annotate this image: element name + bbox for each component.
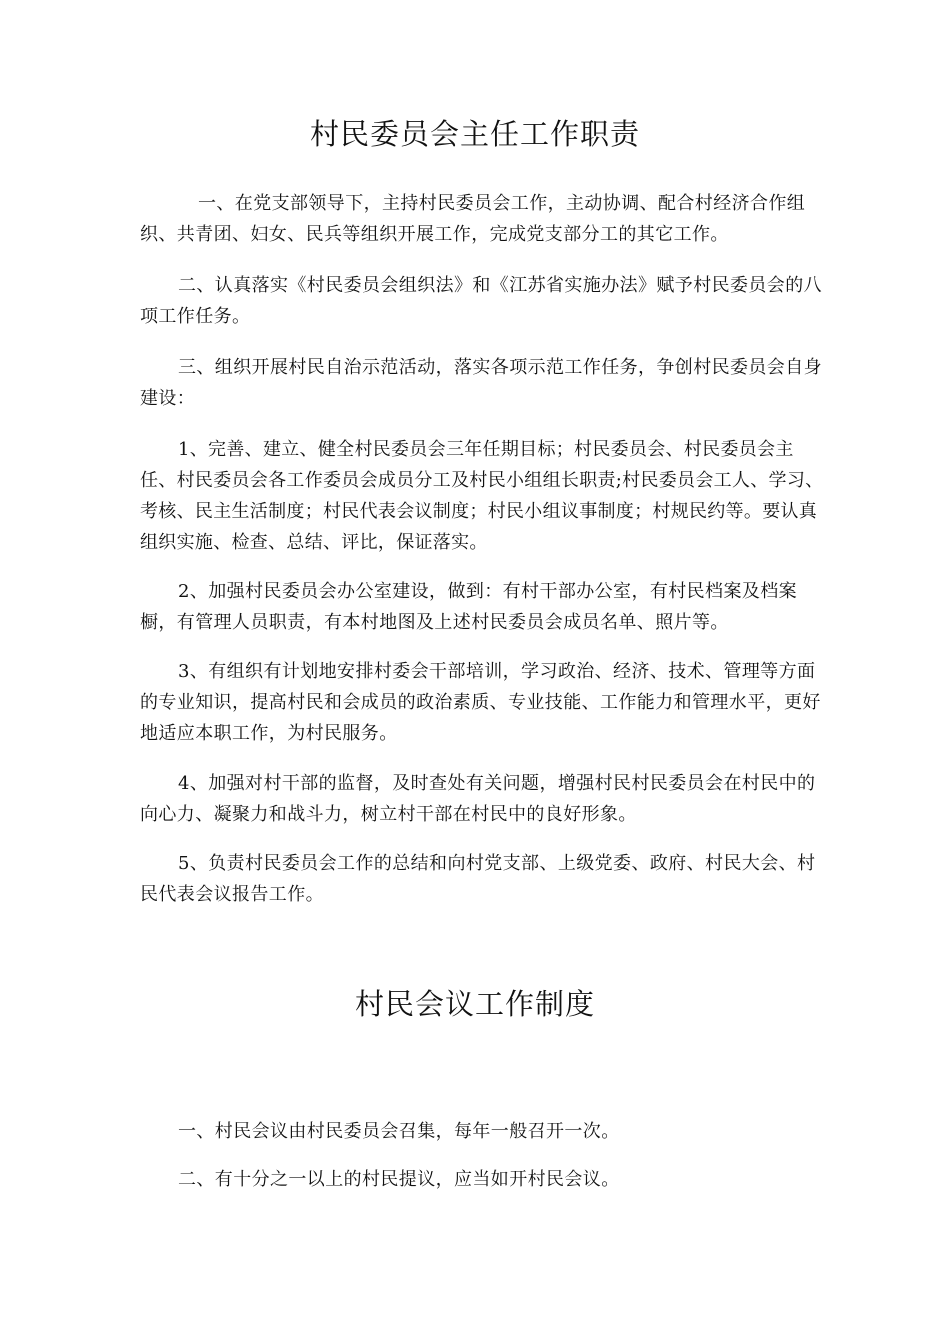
- section1-paragraph-5: 2、加强村民委员会办公室建设，做到：有村干部办公室，有村民档案及档案橱，有管理人员职责，有本村地图及上述村民委员会成员名单、照片等。: [140, 581, 798, 633]
- section1-paragraph-6: 3、有组织有计划地安排村委会干部培训，学习政治、经济、技术、管理等方面的专业知识，提高村民和会成员的政治素质、专业技能、工作能力和管理水平，更好地适应本职工作，为村民服务。: [140, 661, 821, 744]
- section1-paragraph-7: 4、加强对村干部的监督，及时查处有关问题，增强村民村民委员会在村民中的向心力、凝聚力和战斗力，树立村干部在村民中的良好形象。: [140, 773, 816, 825]
- section1-paragraph-1: 一、在党支部领导下，主持村民委员会工作，主动协调、配合村经济合作组织、共青团、妇女、民兵等组织开展工作，完成党支部分工的其它工作。: [140, 193, 806, 245]
- section1-paragraph-3: 三、组织开展村民自治示范活动，落实各项示范工作任务，争创村民委员会自身建设：: [140, 357, 822, 409]
- section1-title: 村民委员会主任工作职责: [309, 117, 640, 151]
- section2-title: 村民会议工作制度: [354, 987, 595, 1021]
- section2-paragraph-1: 一、村民会议由村民委员会召集，每年一般召开一次。: [178, 1121, 620, 1142]
- section1-paragraph-8: 5、负责村民委员会工作的总结和向村党支部、上级党委、政府、村民大会、村民代表会议报告工作。: [140, 853, 816, 905]
- section1-paragraph-4: 1、完善、建立、健全村民委员会三年任期目标；村民委员会、村民委员会主任、村民委员会各工作委员会成员分工及村民小组组长职责;村民委员会工人、学习、考核、民主生活制度；村民代表会议制度；村民小组议事制度；村规民约等。要认真组织实施、检查、总结、评比，保证落实。: [140, 439, 824, 553]
- section1-paragraph-2: 二、认真落实《村民委员会组织法》和《江苏省实施办法》赋予村民委员会的八项工作任务。: [140, 275, 822, 327]
- section2-paragraph-2: 二、有十分之一以上的村民提议，应当如开村民会议。: [178, 1169, 620, 1190]
